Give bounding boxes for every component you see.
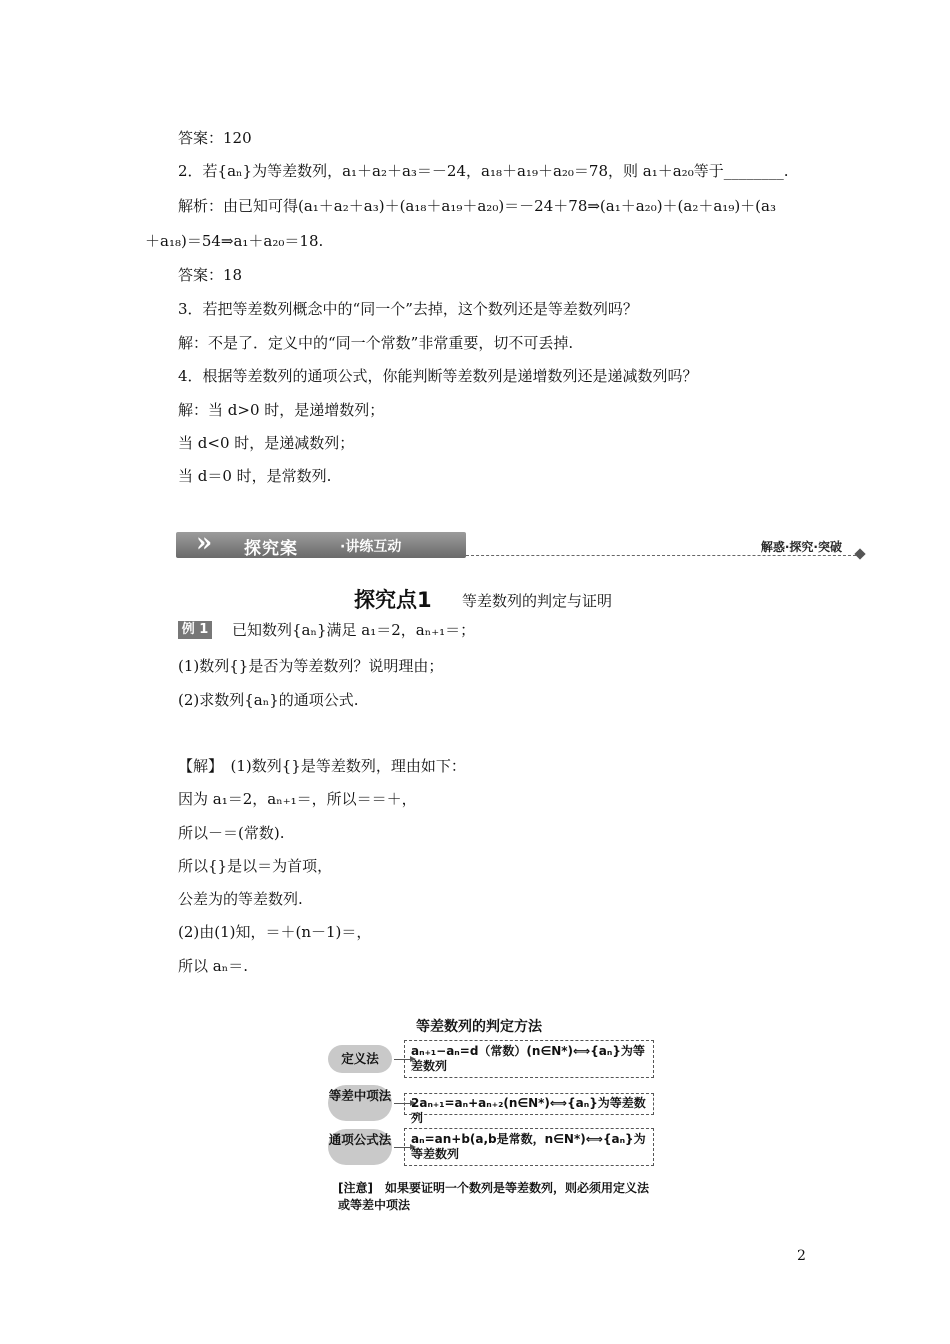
- answer-4-line-3: 当 d＝0 时，是常数列.: [178, 467, 332, 485]
- example-tag: 例 1: [178, 621, 212, 639]
- page-number: 2: [797, 1248, 806, 1264]
- solution-line: 【解】 (1)数列{}是等差数列，理由如下：: [178, 757, 466, 775]
- analysis-line-1: 解析：由已知可得(a₁＋a₂＋a₃)＋(a₁₈＋a₁₉＋a₂₀)＝－24＋78⇒(a₁＋a₂₀)＋(a₂＋a₁₉)＋(a₃: [178, 197, 776, 215]
- banner-subtitle: ·讲练互动: [340, 539, 402, 555]
- question-2: 2．若{aₙ}为等差数列，a₁＋a₂＋a₃＝－24，a₁₈＋a₁₉＋a₂₀＝78，则 a₁＋a₂₀等于________.: [178, 162, 789, 180]
- example-part-2: (2)求数列{aₙ}的通项公式.: [178, 691, 359, 709]
- method-label-definition: 定义法: [328, 1045, 392, 1073]
- banner-title: 探究案: [244, 539, 298, 559]
- section-heading: 探究点1: [354, 588, 432, 612]
- method-label-middle-term: 等差中项法: [328, 1085, 392, 1121]
- method-content-general-term: aₙ=an+b(a,b是常数，n∈N*)⟺{aₙ}为等差数列: [404, 1128, 654, 1166]
- divider: [466, 555, 856, 556]
- banner-right-tag: 解惑·探究·突破: [760, 540, 842, 554]
- example-part-1: (1)数列{}是否为等差数列？说明理由；: [178, 657, 444, 675]
- method-content-middle-term: 2aₙ₊₁=aₙ+aₙ₊₂(n∈N*)⟺{aₙ}为等差数列: [404, 1093, 654, 1115]
- diagram-note: [注意] 如果要证明一个数列是等差数列，则必须用定义法或等差中项法: [338, 1181, 649, 1212]
- answer-line: 答案：18: [178, 266, 243, 284]
- answer-4-line-2: 当 d<0 时，是递减数列；: [178, 434, 355, 452]
- solution-line: 因为 a₁＝2，aₙ₊₁＝，所以＝＝＋，: [178, 790, 417, 808]
- answer-3: 解：不是了．定义中的“同一个常数”非常重要，切不可丢掉.: [178, 334, 574, 352]
- method-content-definition: aₙ₊₁−aₙ=d（常数）(n∈N*)⟺{aₙ}为等差数列: [404, 1040, 654, 1078]
- answer-line: 答案：120: [178, 129, 252, 147]
- question-4: 4．根据等差数列的通项公式，你能判断等差数列是递增数列还是递减数列吗？: [178, 367, 698, 385]
- solution-line: 所以－＝(常数).: [178, 824, 285, 842]
- analysis-line-2: ＋a₁₈)＝54⇒a₁＋a₂₀＝18.: [145, 232, 324, 250]
- solution-line: 公差为的等差数列.: [178, 890, 303, 908]
- example-statement: 已知数列{aₙ}满足 a₁＝2，aₙ₊₁＝；: [232, 621, 476, 639]
- method-label-general-term: 通项公式法: [328, 1129, 392, 1165]
- solution-line: (2)由(1)知，＝＋(n－1)＝，: [178, 923, 372, 941]
- diamond-icon: [854, 548, 865, 559]
- answer-4-line-1: 解：当 d>0 时，是递增数列；: [178, 401, 385, 419]
- solution-line: 所以 aₙ＝.: [178, 957, 248, 975]
- chevron-icon: »: [196, 528, 213, 558]
- solution-line: 所以{}是以＝为首项，: [178, 857, 333, 875]
- question-3: 3．若把等差数列概念中的“同一个”去掉，这个数列还是等差数列吗？: [178, 300, 638, 318]
- section-banner: [176, 532, 466, 558]
- diagram-title: 等差数列的判定方法: [416, 1019, 542, 1035]
- section-subheading: 等差数列的判定与证明: [462, 592, 613, 610]
